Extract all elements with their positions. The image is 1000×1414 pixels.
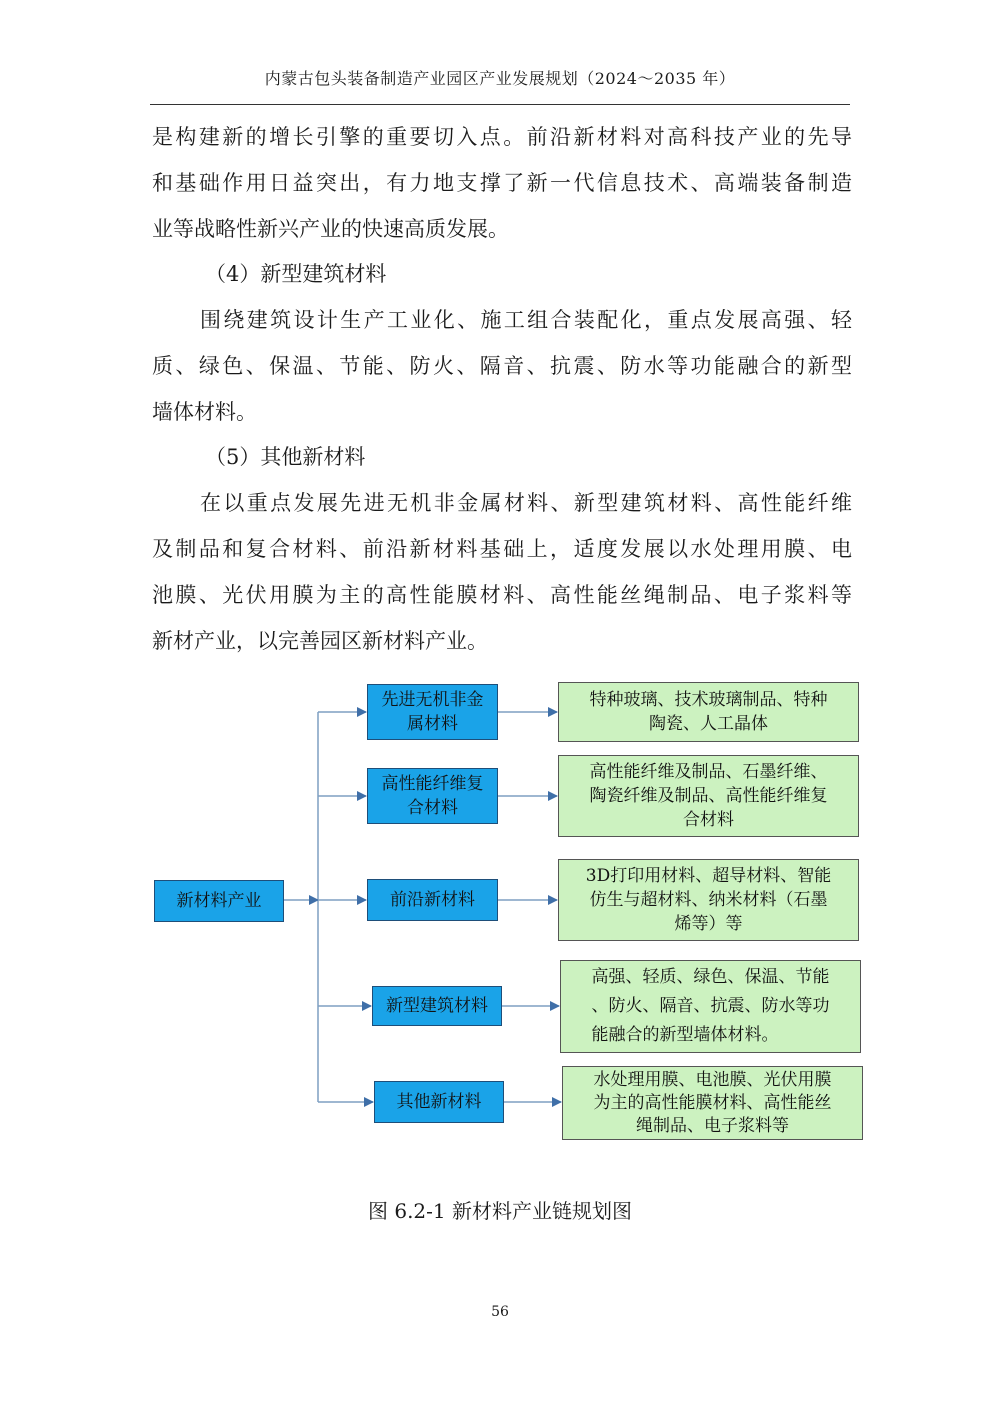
detail-node-line: 高性能纤维及制品、石墨纤维、	[589, 762, 828, 782]
detail-node-line: 能融合的新型墙体材料。	[591, 1025, 779, 1045]
category-node-line: 其他新材料	[396, 1092, 482, 1112]
detail-node-line: 3D打印用材料、超导材料、智能	[585, 866, 832, 886]
detail-node-3	[558, 859, 859, 941]
detail-node-line: 为主的高性能膜材料、高性能丝	[593, 1092, 832, 1113]
paragraph-3-line: 新材产业，以完善园区新材料产业。	[152, 629, 488, 653]
root-node-label: 新材料产业	[176, 891, 262, 911]
detail-node-2	[558, 755, 859, 837]
detail-node-1	[558, 682, 859, 742]
detail-node-line: 烯等）等	[674, 914, 743, 934]
figure-caption: 图 6.2-1 新材料产业链规划图	[367, 1199, 632, 1223]
paragraph-2-line: 质、绿色、保温、节能、防火、隔音、抗震、防水等功能融合的新型	[152, 354, 852, 378]
detail-node-5	[562, 1066, 863, 1140]
root-node	[154, 880, 284, 922]
category-node-line: 高性能纤维复	[381, 774, 484, 794]
category-node-5	[374, 1081, 504, 1123]
detail-node-line: 陶瓷纤维及制品、高性能纤维复	[589, 786, 828, 806]
category-node-3	[367, 879, 498, 921]
category-node-2	[367, 768, 498, 824]
running-header: 内蒙古包头装备制造产业园区产业发展规划（2024～2035 年）	[264, 69, 736, 88]
section-heading-5: （5）其他新材料	[205, 445, 366, 469]
category-node-line: 新型建筑材料	[386, 996, 488, 1016]
detail-node-line: 合材料	[683, 810, 734, 830]
detail-node-line: 水处理用膜、电池膜、光伏用膜	[593, 1069, 832, 1090]
category-node-1	[367, 684, 498, 740]
header-rule	[150, 104, 850, 105]
paragraph-1-line: 和基础作用日益突出，有力地支撑了新一代信息技术、高端装备制造	[152, 171, 852, 195]
paragraph-2-line: 围绕建筑设计生产工业化、施工组合装配化，重点发展高强、轻	[200, 308, 852, 332]
detail-node-line: 绳制品、电子浆料等	[636, 1115, 789, 1136]
paragraph-2-line: 墙体材料。	[152, 400, 257, 424]
category-node-line: 先进无机非金	[381, 690, 484, 710]
paragraph-3-line: 及制品和复合材料、前沿新材料基础上，适度发展以水处理用膜、电	[152, 537, 852, 561]
paragraph-2	[152, 297, 852, 435]
detail-node-4	[560, 960, 861, 1053]
paragraph-1	[152, 114, 852, 252]
detail-node-line: 特种玻璃、技术玻璃制品、特种	[589, 690, 828, 710]
detail-node-line: 陶瓷、人工晶体	[649, 714, 768, 734]
detail-node-line: 高强、轻质、绿色、保温、节能	[591, 967, 830, 987]
detail-node-line: 仿生与超材料、纳米材料（石墨	[589, 890, 828, 910]
paragraph-1-line: 是构建新的增长引擎的重要切入点。前沿新材料对高科技产业的先导	[152, 125, 852, 149]
industry-chain-diagram	[0, 670, 1000, 1150]
paragraph-3	[152, 480, 852, 664]
category-node-line: 合材料	[407, 798, 458, 818]
detail-node-line: 、防火、隔音、抗震、防水等功	[591, 996, 830, 1016]
category-node-4	[372, 986, 502, 1026]
section-heading-4: （4）新型建筑材料	[205, 262, 387, 286]
category-node-line: 属材料	[407, 714, 458, 734]
paragraph-1-line: 业等战略性新兴产业的快速高质发展。	[152, 217, 509, 241]
category-node-line: 前沿新材料	[390, 890, 475, 910]
page-number: 56	[491, 1304, 509, 1320]
paragraph-3-line: 池膜、光伏用膜为主的高性能膜材料、高性能丝绳制品、电子浆料等	[152, 583, 852, 607]
paragraph-3-line: 在以重点发展先进无机非金属材料、新型建筑材料、高性能纤维	[200, 491, 852, 515]
